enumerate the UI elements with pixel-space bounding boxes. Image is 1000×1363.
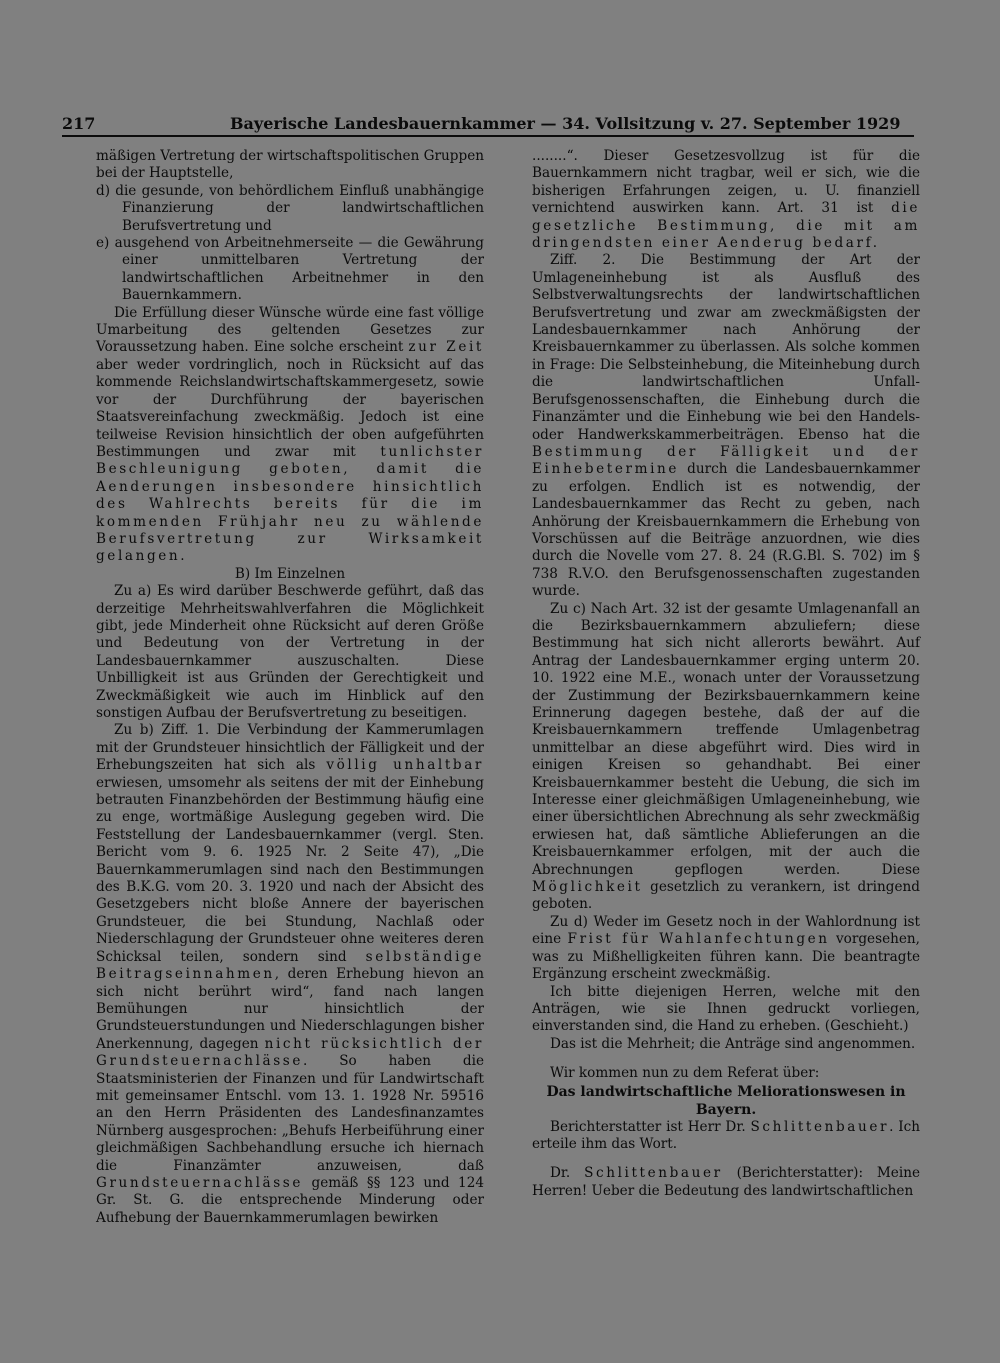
text-run: Zu b) Ziff. 1. Die Verbindung der Kammerumlagen mit der Grundsteuer hinsichtlich der Fälligkeit und der Erhebungszeiten hat sich als bbox=[96, 722, 484, 774]
paragraph bbox=[532, 601, 920, 914]
left-column bbox=[96, 148, 484, 1227]
paragraph: Wir kommen nun zu dem Referat über: bbox=[550, 1065, 820, 1082]
paragraph: Das ist die Mehrheit; die Anträge sind angenommen. bbox=[550, 1035, 916, 1052]
spaced-text: völlig unhaltbar bbox=[326, 757, 485, 774]
spaced-text: Möglichkeit bbox=[532, 879, 643, 896]
text-run: (Berichterstatter): Meine Herren! Ueber die Bedeutung des landwirtschaftlichen bbox=[532, 1165, 920, 1199]
paragraph: mäßigen Vertretung der wirtschaftspolitischen Gruppen bei der Hauptstelle, bbox=[96, 148, 484, 182]
text-run: . So haben die Staatsministerien der Finanzen und für Landwirtschaft mit gemeinsamer Entschl. vom 13. 1. 1928 Nr. 59516 an den Herrn Präsidenten des Landesfinanzamtes Nürnberg ausgesprochen: „Behufs Herbeiführung einer gleichmäßigen Sachbehandlung ersuche ich hiernach die Finanzämter anzuweisen, daß bbox=[96, 1053, 484, 1174]
spaced-text: Bestimmung der Fälligkeit und der Einhebetermine bbox=[532, 443, 920, 478]
text-run: . Ich erteile ihm das Wort. bbox=[532, 1118, 920, 1152]
text-run: durch die Landesbauernkammer zu erfolgen. Endlich ist es notwendig, der Landesbauernkammer das Recht zu geben, nach Anhörung der Kreisbauernkammern die Erhebung von Vorschüssen auf die Beiträge anzuordnen, wie dies durch die Novelle vom 27. 8. 24 (R.G.Bl. S. 702) im § 738 R.V.O. den Berufsgenossenschaften zugestanden wurde. bbox=[532, 461, 920, 600]
text-run: vorgesehen, was zu Mißhelligkeiten führen kann. Die beantragte Ergänzung erscheint zweckmäßig. bbox=[532, 931, 920, 983]
spaced-text: selbständige Beitragseinnahmen bbox=[96, 948, 484, 983]
running-title: Bayerische Landesbauernkammer — 34. Vollsitzung v. 27. September 1929 bbox=[230, 114, 901, 133]
page-header bbox=[62, 112, 914, 134]
text-run: Ziff. 2. Die Bestimmung der Art der Umlageneinhebung ist als Ausfluß des Selbstverwaltungsrechts der landwirtschaftlichen Berufsvertretung und zwar am zweckmäßigsten der Landesbauernkammer nach Anhörung der Kreisbauernkammer zu überlassen. Als solche kommen in Frage: Die Selbsteinhebung, die Miteinhebung durch die landwirtschaftlichen Unfall-Berufsgenossenschaften, die Einhebung durch die Finanzämter und die Einhebung wie bei den Handels- oder Handwerkskammerbeiträgen. Ebenso hat die bbox=[532, 252, 920, 443]
spaced-text: tunlichster Beschleunigung geboten, damit die Aenderungen insbesondere hinsichtlich des Wahlrechts bereits für die im kommenden Frühjahr neu zu wählende Berufsvertretung zur Wirksamkeit gelangen. bbox=[96, 443, 484, 565]
section-heading: Das landwirtschaftliche Meliorationswesen in Bayern. bbox=[546, 1083, 906, 1118]
header-rule bbox=[62, 135, 914, 137]
paragraph bbox=[96, 305, 484, 566]
paragraph bbox=[532, 1165, 920, 1200]
text-run: Zu d) Weder im Gesetz noch in der Wahlordnung ist eine bbox=[532, 913, 920, 948]
text-run: Dr. bbox=[550, 1165, 585, 1182]
paragraph: Zu a) Es wird darüber Beschwerde geführt, daß das derzeitige Mehrheitswahlverfahren die Möglichkeit gibt, jede Minderheit ohne Rücksicht auf deren Größe und Bedeutung von der Vertretung in der Landesbauernkammer auszuschalten. Diese Unbilligkeit ist aus Gründen der Gerechtigkeit und Zweckmäßigkeit wie auch im Hinblick auf den sonstigen Aufbau der Berufsvertretung zu beseitigen. bbox=[96, 583, 484, 721]
text-run: gemäß §§ 123 und 124 Gr. St. G. die entsprechende Minderung oder Aufhebung der Bauernkammerumlagen bewirken bbox=[96, 1174, 484, 1226]
spaced-text: die gesetzliche Bestimmung, die mit am dringendsten einer Aenderug bedarf. bbox=[532, 200, 920, 252]
paragraph bbox=[532, 1119, 920, 1154]
text-run: , deren Erhebung hievon an sich nicht berührt wird“, fand nach langen Bemühungen nur hinsichtlich der Grundsteuerstundungen und Niederschlagungen bisher Anerkennung, dagegen bbox=[96, 966, 484, 1052]
text-run: aber weder vordringlich, noch in Rücksicht auf das kommende Reichslandwirtschaftskammergesetz, sowie vor der Durchführung der bayerischen Staatsvereinfachung zweckmäßig. Jedoch ist eine teilweise Revision hinsichtlich der oben aufgeführten Bestimmungen und zwar mit bbox=[96, 356, 484, 460]
text-run: Die Erfüllung dieser Wünsche würde eine fast völlige Umarbeitung des geltenden Gesetzes zur Voraussetzung haben. Eine solche erscheint bbox=[96, 304, 484, 356]
spaced-text: Frist für Wahlanfechtungen bbox=[567, 931, 830, 948]
page-number: 217 bbox=[62, 114, 96, 133]
text-run: ........“. Dieser Gesetzesvollzug ist für die Bauernkammern nicht tragbar, weil er sich, wie die bisherigen Erfahrungen zeigen, u. U. finanziell vernichtend auswirken kann. Art. 31 ist bbox=[532, 148, 920, 217]
spacer bbox=[532, 1153, 920, 1165]
paragraph bbox=[532, 148, 920, 252]
spacer bbox=[532, 1053, 920, 1065]
right-column bbox=[532, 148, 920, 1200]
spaced-text: zur Zeit bbox=[408, 339, 484, 356]
list-item-e: e) ausgehend von Arbeitnehmerseite — die Gewährung einer unmittelbaren Vertretung der landwirtschaftlichen Arbeitnehmer in den Bauernkammern. bbox=[96, 235, 484, 304]
paragraph bbox=[532, 252, 920, 600]
speaker-name: Schlittenbauer bbox=[584, 1165, 723, 1182]
spaced-text: nicht rücksichtlich der Grundsteuernachlässe bbox=[96, 1035, 484, 1070]
list-item-d: d) die gesunde, von behördlichem Einfluß unabhängige Finanzierung der landwirtschaftlichen Berufsvertretung und bbox=[96, 182, 484, 234]
speaker-name: Schlittenbauer bbox=[750, 1118, 890, 1135]
text-run: Berichterstatter ist Herr Dr. bbox=[550, 1118, 751, 1135]
spaced-text: Grundsteuernachlässe bbox=[96, 1174, 304, 1191]
text-run: Zu c) Nach Art. 32 ist der gesamte Umlagenanfall an die Bezirksbauernkammern abzuliefern; diese Bestimmung hat sich nicht allerorts bewährt. Auf Antrag der Landesbauernkammer erging unterm 20. 10. 1922 eine M.E., wonach unter der Voraussetzung der Zustimmung der Bezirksbauernkammern keine Erinnerung dagegen bestehe, daß der auf die Kreisbauernkammern treffende Umlagenbetrag unmittelbar an diese abgeführt wird. Dies wird in einigen Kreisen so gehandhabt. Bei einer Kreisbauernkammer besteht die Uebung, die sich im Interesse einer gleichmäßigen Umlageneinhebung, wie einer übersichtlichen Abrechnung als sehr zweckmäßig erwiesen hat, daß sämtliche Ablieferungen an die Kreisbauernkammer erfolgen, mit der auch die Abrechnungen gepflogen werden. Diese bbox=[532, 600, 920, 878]
paragraph: Ich bitte diejenigen Herren, welche mit den Anträgen, wie sie Ihnen gedruckt vorliegen, einverstanden sind, die Hand zu erheben. (Geschieht.) bbox=[532, 983, 920, 1035]
text-run: erwiesen, umsomehr als seitens der mit der Einhebung betrauten Finanzbehörden der Bestimmung häufig eine zu enge, wortmäßige Auslegung gegeben wird. Die Feststellung der Landesbauernkammer (vergl. Sten. Bericht vom 9. 6. 1925 Nr. 2 Seite 47), „Die Bauernkammerumlagen sind nach den Bestimmungen des B.K.G. vom 20. 3. 1920 und nach der Absicht des Gesetzgebers nicht bloße Annere der bayerischen Grundsteuer, die bei Stundung, Nachlaß oder Niederschlagung der Grundsteuer ohne weiteres deren Schicksal teilen, sondern sind bbox=[96, 774, 484, 965]
paragraph bbox=[532, 914, 920, 984]
section-label: B) Im Einzelnen bbox=[234, 565, 346, 582]
text-run: gesetzlich zu verankern, ist dringend geboten. bbox=[532, 879, 920, 913]
paragraph bbox=[96, 722, 484, 1227]
